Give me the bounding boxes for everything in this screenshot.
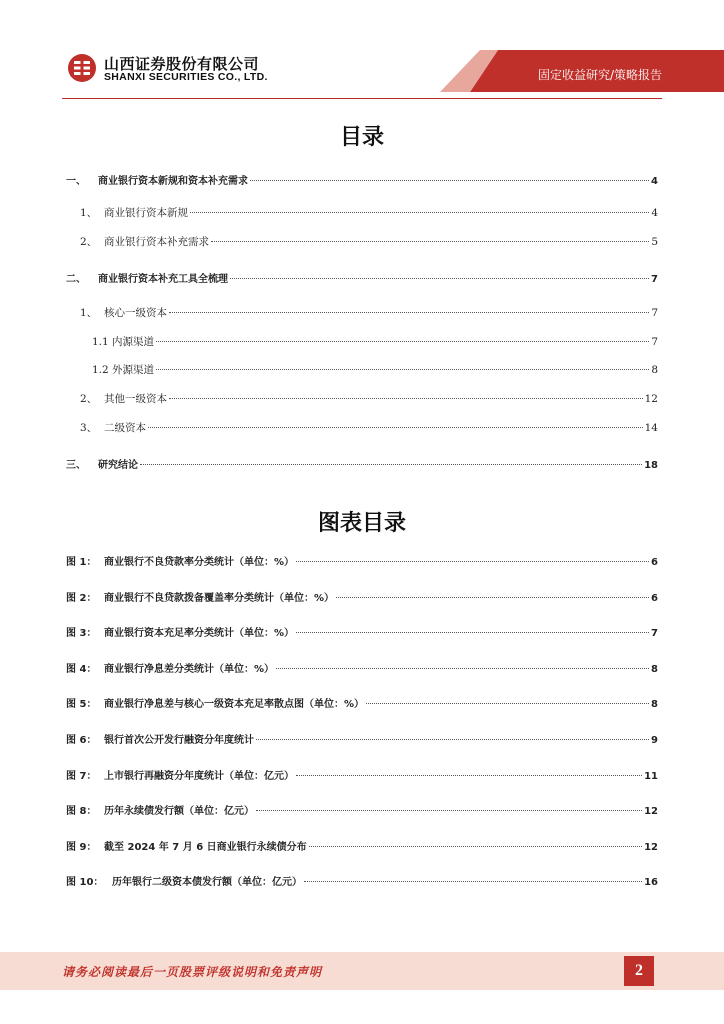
figure-entry-number: 图 9： [66,841,97,853]
figure-entry-page: 12 [644,806,658,818]
company-name-en: SHANXI SECURITIES CO., LTD. [104,71,268,83]
toc-entry-title: 商业银行资本补充工具全梳理 [98,274,228,285]
figure-entry-title: 商业银行不良贷款拨备覆盖率分类统计（单位：%） [104,592,335,604]
figure-entry-number: 图 7： [66,770,97,782]
toc-entry-leader [230,278,649,279]
figure-entry-title: 上市银行再融资分年度统计（单位：亿元） [104,770,294,782]
figure-entry-page: 6 [651,592,658,604]
figure-entry-number: 图 8： [66,806,97,818]
figure-entry-leader [304,881,642,882]
toc-entry-number: 1、 [80,307,98,319]
toc-entry-title: 核心一级资本 [104,307,167,319]
figure-entry[interactable] [66,553,658,568]
figure-entry-title: 银行首次公开发行融资分年度统计 [104,735,254,746]
figure-entry[interactable] [66,838,658,853]
figure-entry-number: 图 2： [66,592,97,604]
figure-entry[interactable] [66,624,658,639]
toc-entry-title: 商业银行资本补充需求 [104,236,209,248]
toc-entry-title: 内源渠道 [112,336,154,348]
header-banner [0,0,724,100]
toc-entry-title: 二级资本 [104,422,146,434]
toc-entry[interactable] [92,362,658,377]
toc-entry-number: 三、 [66,460,86,471]
toc-entry-leader [190,212,649,213]
figure-entry-leader [309,846,642,847]
figure-entry[interactable] [66,873,658,888]
toc-entry-number: 一、 [66,176,86,187]
figures-title: 图表目录 [317,511,406,536]
toc-entry-title: 外源渠道 [112,364,154,376]
toc-entry-number: 二、 [66,274,86,285]
toc-entry-page: 7 [651,307,658,319]
figure-entry-number: 图 6： [66,735,97,746]
footer-disclaimer: 请务必阅读最后一页股票评级说明和免责声明 [62,965,323,979]
figure-entry-number: 图 1： [66,557,97,568]
toc-entry[interactable] [80,305,658,320]
figure-entry-number: 图 4： [66,663,97,675]
figure-entry-title: 截至 2024 年 7 月 6 日商业银行永续债分布 [104,841,307,853]
company-name-cn: 山西证券股份有限公司 [104,55,260,73]
toc-entry-number: 2、 [80,393,98,405]
figure-entry-leader [296,775,642,776]
header-divider [62,98,662,99]
figure-entry-number: 图 10： [66,877,104,889]
toc-entry-page: 12 [644,393,658,405]
toc-entry-number: 1、 [80,207,98,219]
toc-entry-leader [169,398,643,399]
toc-entry-page: 7 [651,274,658,285]
toc-entry-page: 7 [651,336,658,348]
figure-entry-title: 商业银行净息差分类统计（单位：%） [104,663,275,675]
toc-entry-leader [156,369,649,370]
toc-entry-page: 8 [651,364,658,376]
toc-entry-leader [156,341,649,342]
toc-title: 目录 [339,125,384,150]
figure-entry-number: 图 5： [66,699,97,711]
toc-entry-page: 4 [651,176,658,187]
toc-entry-leader [211,241,649,242]
figure-entry-title: 商业银行净息差与核心一级资本充足率散点图（单位：%） [104,699,365,711]
figure-entry-page: 7 [651,628,658,640]
toc-entry-page: 5 [651,236,658,248]
figure-entry-leader [296,561,649,562]
figure-entry[interactable] [66,767,658,782]
page-number: 2 [624,956,654,986]
figure-entry[interactable] [66,731,658,746]
toc-entry[interactable] [66,270,658,285]
figure-entry-page: 8 [651,699,658,711]
figure-entry[interactable] [66,660,658,675]
toc-entry-leader [250,180,649,181]
company-logo-icon [67,53,97,83]
figure-entry-leader [366,703,649,704]
toc-entry-number: 2、 [80,236,98,248]
toc-entry-number: 3、 [80,422,98,434]
toc-entry-leader [140,464,642,465]
toc-entry-number: 1.2 [92,364,109,376]
figure-entry-title: 历年银行二级资本债发行额（单位：亿元） [112,877,302,889]
figure-entry-leader [256,739,649,740]
figure-entry-page: 6 [651,557,658,568]
figure-entry-leader [276,668,649,669]
figure-entry-title: 历年永续债发行额（单位：亿元） [104,806,254,818]
toc-entry-number: 1.1 [92,336,109,348]
figure-entry-page: 12 [644,841,658,853]
toc-entry[interactable] [66,172,658,187]
toc-entry-title: 商业银行资本新规和资本补充需求 [98,176,248,187]
figure-entry[interactable] [66,589,658,604]
figure-entry[interactable] [66,695,658,710]
toc-entry-title: 研究结论 [98,460,138,471]
figure-entry[interactable] [66,802,658,817]
toc-entry[interactable] [80,205,658,220]
toc-entry-title: 商业银行资本新规 [104,207,188,219]
figure-entry-page: 9 [651,735,658,746]
toc-entry[interactable] [66,456,658,471]
figure-entry-number: 图 3： [66,628,97,640]
toc-entry[interactable] [80,420,658,435]
toc-entry-leader [169,312,649,313]
toc-entry-title: 其他一级资本 [104,393,167,405]
page-header [0,0,724,100]
figure-entry-title: 商业银行不良贷款率分类统计（单位：%） [104,557,295,568]
figure-entry-leader [336,597,649,598]
toc-entry[interactable] [80,234,658,249]
toc-entry-page: 18 [644,460,658,471]
report-type: 固定收益研究/策略报告 [537,68,662,82]
figure-entry-title: 商业银行资本充足率分类统计（单位：%） [104,628,295,640]
toc-entry[interactable] [92,334,658,349]
figure-entry-page: 11 [644,770,658,782]
figure-entry-page: 8 [651,663,658,675]
figure-entry-leader [256,810,642,811]
toc-entry-page: 14 [644,422,658,434]
figure-entry-leader [296,632,649,633]
toc-entry-page: 4 [651,207,658,219]
toc-entry-leader [148,427,643,428]
figure-entry-page: 16 [644,877,658,889]
toc-entry[interactable] [80,391,658,406]
